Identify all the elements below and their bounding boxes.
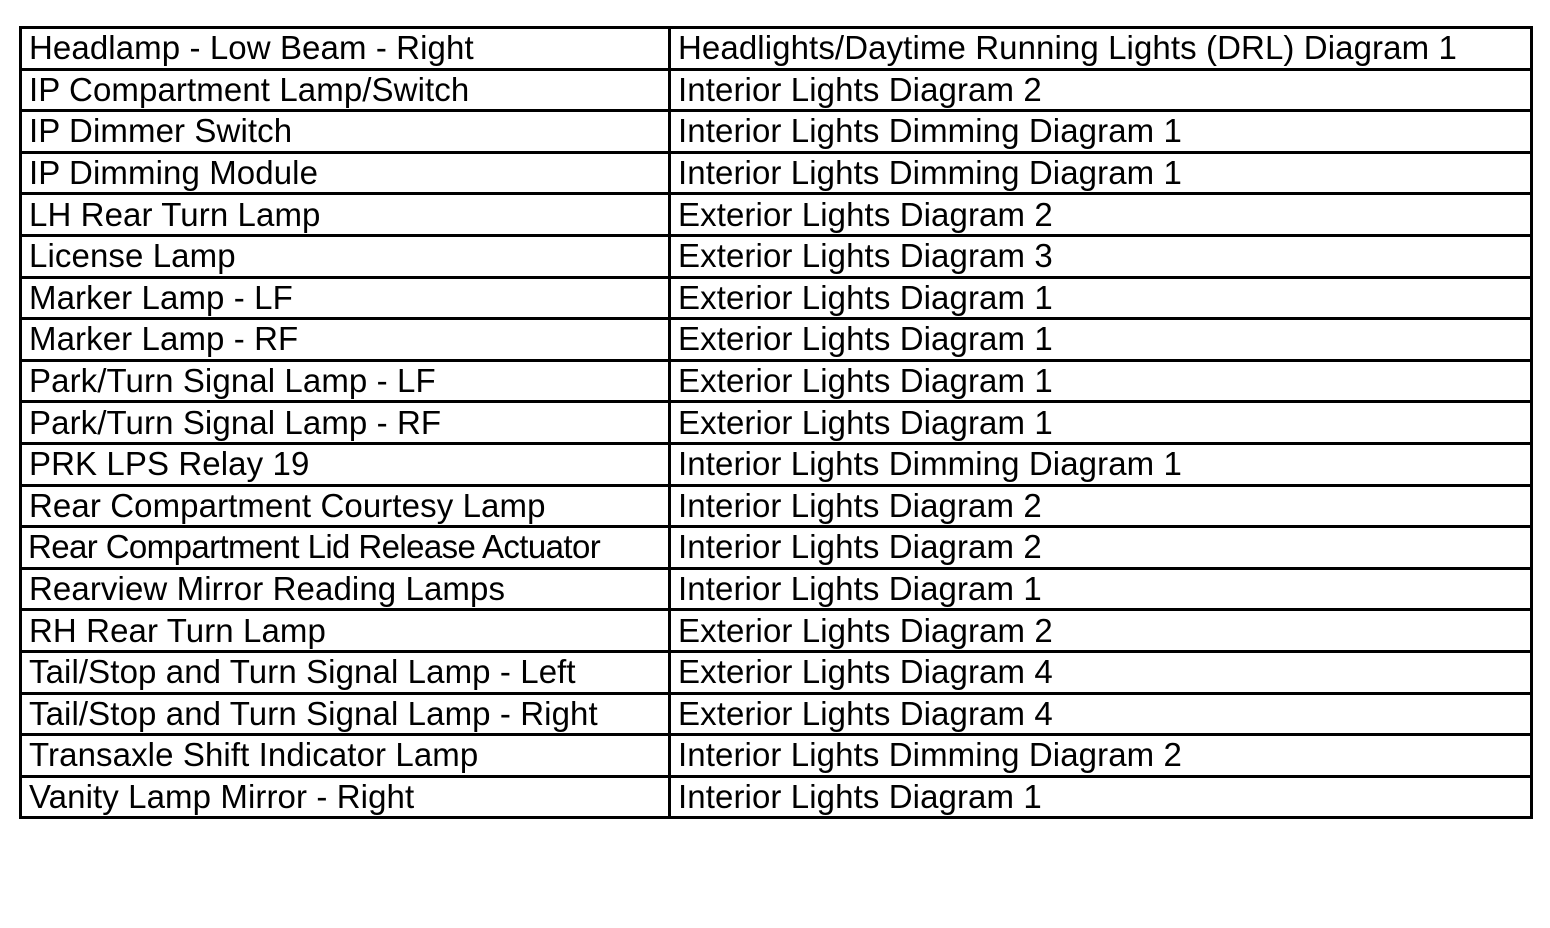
component-diagram-table [19,26,1533,819]
table-row [21,443,1532,485]
component-cell: LH Rear Turn Lamp [21,194,670,236]
component-cell: IP Dimmer Switch [21,111,670,153]
component-cell: Rearview Mirror Reading Lamps [21,568,670,610]
component-cell: Park/Turn Signal Lamp - LF [21,360,670,402]
component-cell: RH Rear Turn Lamp [21,610,670,652]
diagram-cell: Interior Lights Dimming Diagram 1 [670,443,1532,485]
diagram-cell: Exterior Lights Diagram 4 [670,693,1532,735]
table-row [21,610,1532,652]
table-row [21,111,1532,153]
component-cell: Park/Turn Signal Lamp - RF [21,402,670,444]
diagram-cell: Interior Lights Dimming Diagram 2 [670,735,1532,777]
table-row [21,527,1532,569]
diagram-cell: Interior Lights Diagram 1 [670,568,1532,610]
diagram-cell: Exterior Lights Diagram 1 [670,360,1532,402]
component-cell: Rear Compartment Lid Release Actuator [21,527,670,569]
component-cell: Marker Lamp - RF [21,319,670,361]
table-row [21,194,1532,236]
diagram-cell: Exterior Lights Diagram 3 [670,235,1532,277]
table-row [21,776,1532,818]
table-row [21,319,1532,361]
table-row [21,568,1532,610]
diagram-cell: Headlights/Daytime Running Lights (DRL) Diagram 1 [670,28,1532,70]
diagram-cell: Interior Lights Diagram 2 [670,69,1532,111]
diagram-cell: Exterior Lights Diagram 1 [670,402,1532,444]
diagram-cell: Exterior Lights Diagram 4 [670,651,1532,693]
component-cell: PRK LPS Relay 19 [21,443,670,485]
diagram-cell: Interior Lights Diagram 2 [670,485,1532,527]
table-row [21,360,1532,402]
component-cell: IP Compartment Lamp/Switch [21,69,670,111]
diagram-cell: Interior Lights Dimming Diagram 1 [670,111,1532,153]
table-row [21,235,1532,277]
table-row [21,693,1532,735]
component-cell: Rear Compartment Courtesy Lamp [21,485,670,527]
table-row [21,735,1532,777]
diagram-cell: Interior Lights Diagram 2 [670,527,1532,569]
table-row [21,28,1532,70]
diagram-cell: Exterior Lights Diagram 1 [670,319,1532,361]
component-cell: Headlamp - Low Beam - Right [21,28,670,70]
component-cell: Transaxle Shift Indicator Lamp [21,735,670,777]
diagram-cell: Interior Lights Dimming Diagram 1 [670,152,1532,194]
diagram-cell: Exterior Lights Diagram 2 [670,194,1532,236]
component-cell: License Lamp [21,235,670,277]
component-cell: IP Dimming Module [21,152,670,194]
diagram-cell: Exterior Lights Diagram 2 [670,610,1532,652]
table-row [21,485,1532,527]
table-row [21,152,1532,194]
component-cell: Tail/Stop and Turn Signal Lamp - Left [21,651,670,693]
component-cell: Vanity Lamp Mirror - Right [21,776,670,818]
component-cell: Marker Lamp - LF [21,277,670,319]
table-row [21,402,1532,444]
table-row [21,69,1532,111]
component-cell: Tail/Stop and Turn Signal Lamp - Right [21,693,670,735]
table-row [21,651,1532,693]
table-row [21,277,1532,319]
diagram-cell: Exterior Lights Diagram 1 [670,277,1532,319]
diagram-cell: Interior Lights Diagram 1 [670,776,1532,818]
